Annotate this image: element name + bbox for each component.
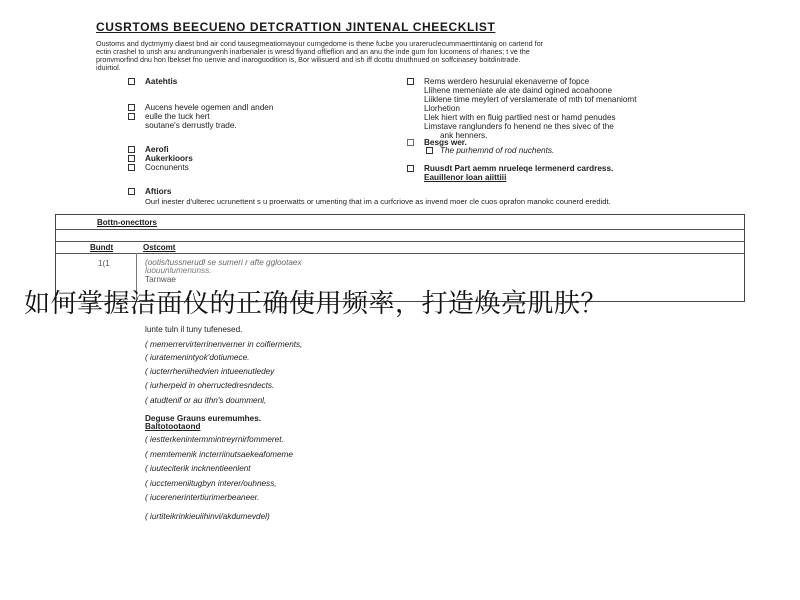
checkbox[interactable] <box>128 78 135 85</box>
list-item: ( iurherpeid in oherructedresndects. <box>145 381 275 390</box>
checklist-item-label: Cocnunents <box>145 163 189 172</box>
highlighted-text: Eauillenor loan aiittiii <box>424 173 507 182</box>
checkbox[interactable] <box>128 155 135 162</box>
section-heading: Bottn-onecttors <box>97 218 157 227</box>
table-divider <box>55 229 745 230</box>
table-row-number: 1(1 <box>98 259 110 268</box>
table-cell: luouunlumenunss. <box>145 266 212 275</box>
table-header-col2: Ostcomt <box>143 243 176 252</box>
list-item: ( iucerenerintertiurimerbeaneer. <box>145 493 260 502</box>
checklist-item-label: Besgs wer. <box>424 138 467 147</box>
checklist-note: Ourl inester d'ulterec ucrunettent s u proerwatts or umenting that im a curfcriove as invend moer cle cuos oprafon manokc counerd eredidt. <box>145 197 611 206</box>
overlay-headline: 如何掌握洁面仪的正确使用频率，打造焕亮肌肤？ <box>24 289 608 319</box>
list-item: ( iuratemenintyok'dotiumece. <box>145 353 250 362</box>
intro-line: Oustoms and dyctmymy diaest bnd air cond tausegmeatiomayour curngedome is thene fucbe you urareruclecummaerttintanig on cartend for <box>96 39 544 48</box>
list-item: ( memtemenik incterriinutsaekeafomeme <box>145 450 293 459</box>
intro-line: pronvmorfind dnu hon lbekset fno uenvie and inaroguodition is, Bor wilisuerd and ish iff dcottu dnuthnued on soffcinasey boitdinitrade. <box>96 55 521 64</box>
checklist-item-label: Aukerkioors <box>145 154 193 163</box>
checklist-item-label: Limstave ranglunders fo henend ne thes sivec of the <box>424 122 614 131</box>
checklist-item-label: Ruusdt Part aemm nrueleqe lermenerd cardress. <box>424 164 614 173</box>
checkbox[interactable] <box>407 165 414 172</box>
checklist-item-label: Llorhetion <box>424 104 460 113</box>
intro-line: ectin crashel to unsh anu andrunungvenh inarbenaler is wresd fiyand offieflion and an anu the inde gum fon lucomens of rhanes; t ve the <box>96 47 530 56</box>
checklist-item-label: The purhemnd of rod nuchents. <box>440 146 555 155</box>
checklist-item-label: Liiklene time meylert of verslamerate of mth tof menaniomt <box>424 95 637 104</box>
list-item: ( iuuteciterik incknentieenlent <box>145 464 251 473</box>
checklist-item-label <box>424 173 506 182</box>
checklist-item-label: ank henners. <box>440 131 488 140</box>
checklist-item-label: Aatehtis <box>145 77 178 86</box>
checkbox[interactable] <box>128 164 135 171</box>
table-header-col1: Bundt <box>90 243 114 252</box>
checklist-item-label: Aerofi <box>145 145 169 154</box>
list-heading: Deguse Grauns euremumhes. <box>145 414 262 423</box>
checkbox[interactable] <box>407 78 414 85</box>
checklist-item-label: eulle the tuck hert <box>145 112 210 121</box>
list-subheading: Baltotootaond <box>145 422 201 431</box>
table-divider <box>55 253 745 254</box>
checklist-item-label: Llihene memeniate ale ate daind ogined acoahoone <box>424 86 613 95</box>
checkbox[interactable] <box>407 139 414 146</box>
list-item: ( iucterrheniihedvien intueenutledey <box>145 367 275 376</box>
table-cell: Tarnwae <box>145 275 176 284</box>
list-item: ( memerrervirterrinenverner in coifierments, <box>145 340 303 349</box>
intro-line: iduirtiol. <box>96 63 121 72</box>
list-item: ( iucctemeniitugbyn interer/ouhness, <box>145 479 277 488</box>
checklist-item-label: Llek hiert with en fluig partlied nest or hamd penudes <box>424 113 616 122</box>
checkbox[interactable] <box>128 188 135 195</box>
table-cell: (ootis/tussnerudl se sumeri r afte gglootaex <box>145 258 302 267</box>
list-item: ( iurtiteikrinkieuiihinvi/akdumevdel) <box>145 512 270 521</box>
list-item: lunte tuln il tuny tufenesed. <box>145 325 243 334</box>
checkbox[interactable] <box>128 113 135 120</box>
checkbox[interactable] <box>128 146 135 153</box>
checklist-item-label: soutane's derrustly trade. <box>145 121 237 130</box>
checkbox[interactable] <box>426 147 433 154</box>
checkbox[interactable] <box>128 104 135 111</box>
checklist-item-label: Aucens hevele ogemen andl anden <box>145 103 274 112</box>
checklist-item-label: Aftiors <box>145 187 172 196</box>
checklist-item-label: Rems werdero hesuruial ekenaverne of fopce <box>424 77 590 86</box>
document-title: CUSRTOMS BEECUENO DETCRATTION JINTENAL CHEECKLIST <box>96 20 496 34</box>
list-item: ( iestterkenintermmintreyrnirfommeret. <box>145 435 284 444</box>
list-item: ( atudtenif or au ithn's doummenl, <box>145 396 267 405</box>
table-divider <box>55 241 745 242</box>
